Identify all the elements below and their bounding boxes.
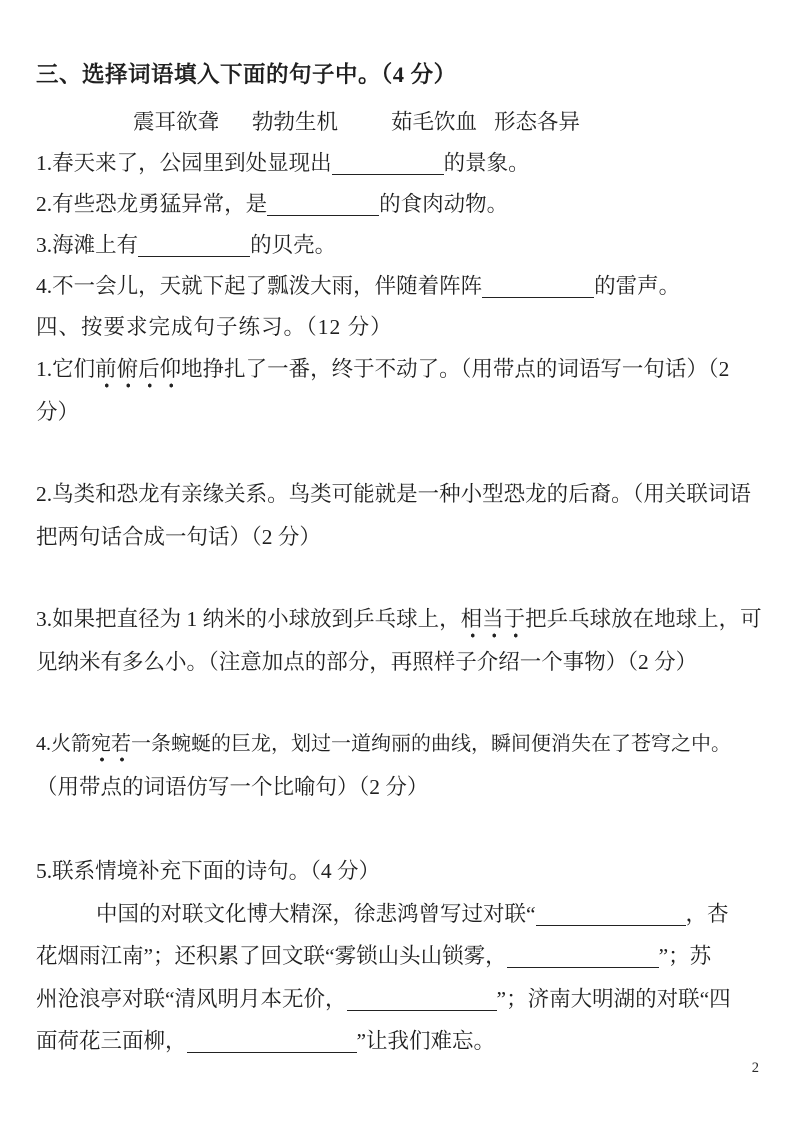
exercise-1-line-1 — [36, 348, 767, 391]
sentence-text: 一条蜿蜒的巨龙，划过一道绚丽的曲线，瞬间便消失在了苍穹之中。 — [131, 733, 731, 755]
blank-line — [347, 1009, 497, 1011]
answer-space — [36, 683, 767, 723]
sentence-text: ，杏 — [685, 901, 729, 926]
sentence-text: ”让我们难忘。 — [356, 1029, 496, 1053]
sentence-text: 4.不一会儿，天就下起了瓢泼大雨，伴随着阵阵 — [36, 274, 483, 298]
answer-space — [36, 808, 767, 850]
sentence-text: 中国的对联文化博大精深，徐悲鸿曾写过对联“ — [96, 901, 536, 926]
sentence-text: 1.它们 — [36, 357, 96, 381]
sentence-text: 的景象。 — [443, 151, 530, 175]
blank-line — [507, 966, 659, 968]
page-content — [36, 60, 767, 1063]
emphasized-word: 前俯后仰 — [95, 357, 181, 388]
sentence-text: ”；苏 — [658, 944, 712, 968]
answer-space — [36, 433, 767, 473]
emphasized-word: 相当于 — [461, 607, 526, 638]
exercise-4 — [36, 723, 767, 808]
couplet-line-1 — [36, 893, 767, 936]
fill-in-sentence-4 — [36, 266, 767, 307]
blank-line — [482, 296, 594, 298]
exercise-4-line-2: （用带点的词语仿写一个比喻句）（2 分） — [36, 774, 429, 799]
exercise-5-title: 5.联系情境补充下面的诗句。（4 分） — [36, 859, 381, 883]
page-number: 2 — [751, 1060, 759, 1076]
word-bank-word-1: 震耳欲聋 — [133, 110, 220, 134]
exercise-3 — [36, 598, 767, 683]
sentence-text: 3.海滩上有 — [36, 233, 139, 257]
section4-title: 四、按要求完成句子练习。（12 分） — [36, 315, 393, 339]
exercise-1 — [36, 348, 767, 433]
couplet-line-3 — [36, 978, 767, 1021]
blank-line — [536, 924, 686, 926]
exercise-2 — [36, 473, 767, 558]
fill-in-sentence-3 — [36, 225, 767, 266]
exercise-3-line-1 — [36, 598, 767, 641]
blank-line — [267, 214, 379, 216]
sentence-text: 4.火箭 — [36, 733, 91, 755]
sentence-text: ”；济南大明湖的对联“四 — [496, 986, 731, 1011]
sentence-text: 的雷声。 — [594, 274, 681, 298]
couplet-line-2 — [36, 935, 767, 978]
sentence-text: 州沧浪亭对联“清风明月本无价， — [36, 986, 347, 1011]
sentence-text: 3.如果把直径为 1 纳米的小球放到乒乓球上， — [36, 607, 461, 631]
sentence-text: 花烟雨江南”；还积累了回文联“雾锁山头山锁雾， — [36, 944, 507, 968]
sentence-text: 把乒乓球放在地球上，可 — [525, 607, 762, 631]
emphasized-word: 宛若 — [91, 733, 131, 762]
answer-space — [36, 558, 767, 598]
sentence-text: 1.春天来了，公园里到处显现出 — [36, 151, 332, 175]
blank-line — [187, 1051, 357, 1053]
word-bank-word-3: 茹毛饮血 — [391, 110, 478, 134]
fill-in-sentence-2 — [36, 184, 767, 225]
sentence-text: 面荷花三面柳， — [36, 1029, 187, 1053]
exercise-3-line-2: 见纳米有多么小。（注意加点的部分，再照样子介绍一个事物）（2 分） — [36, 649, 698, 674]
fill-in-sentence-1 — [36, 143, 767, 184]
section3-title: 三、选择词语填入下面的句子中。（4 分） — [36, 62, 457, 87]
exercise-4-line-1 — [36, 723, 767, 766]
sentence-text: 的贝壳。 — [250, 233, 337, 257]
blank-line — [332, 173, 444, 175]
exercise-1-line-2: 分） — [36, 399, 80, 424]
couplet-line-4 — [36, 1020, 767, 1063]
sentence-text: 地挣扎了一番，终于不动了。（用带点的词语写一句话）（2 — [181, 357, 730, 381]
exercise-5 — [36, 850, 767, 1063]
sentence-text: 的食肉动物。 — [379, 192, 509, 216]
word-bank-word-2: 勃勃生机 — [252, 110, 339, 134]
word-bank-word-4: 形态各异 — [494, 110, 581, 134]
exercise-2-line-2: 把两句话合成一句话）（2 分） — [36, 524, 321, 549]
sentence-text: 2.有些恐龙勇猛异常，是 — [36, 192, 268, 216]
blank-line — [138, 255, 250, 257]
word-bank — [133, 102, 767, 143]
exercise-2-line-1: 2.鸟类和恐龙有亲缘关系。鸟类可能就是一种小型恐龙的后裔。（用关联词语 — [36, 482, 751, 506]
